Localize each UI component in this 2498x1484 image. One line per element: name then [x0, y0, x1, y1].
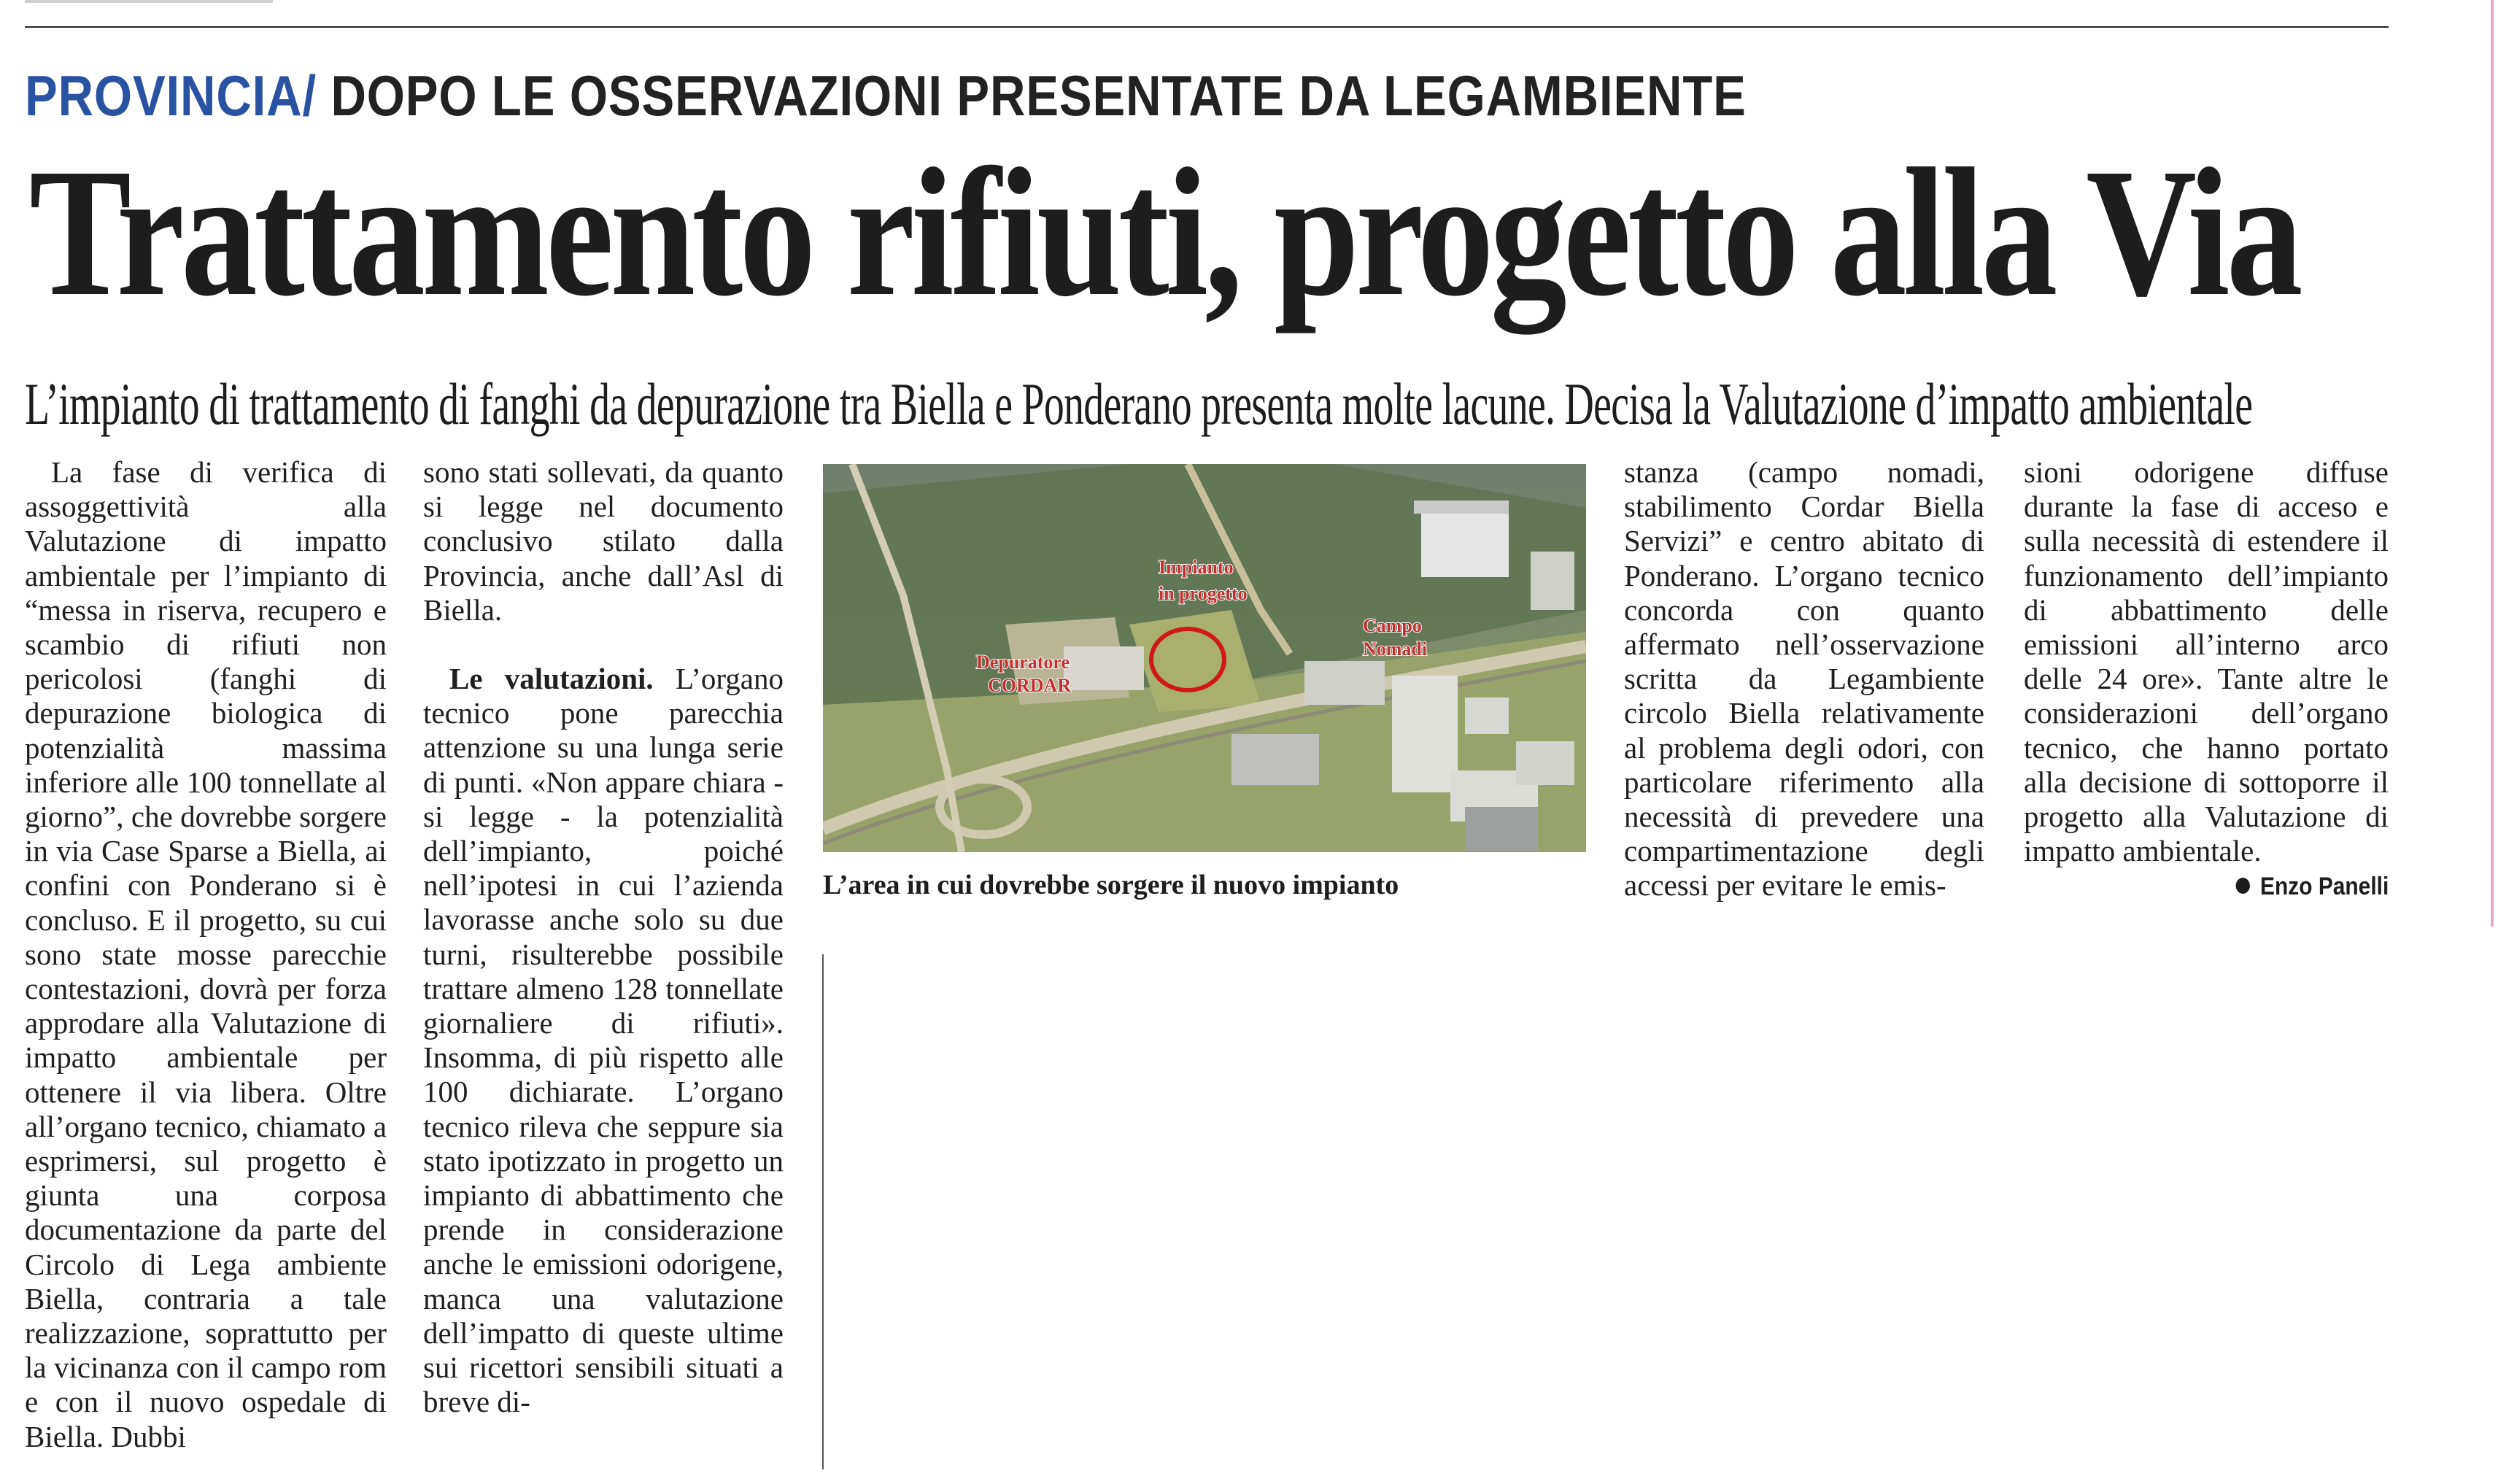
label-campo-line-2: Nomadi — [1363, 638, 1428, 660]
article-column-1 — [25, 455, 387, 1454]
page-edge-mark — [2491, 0, 2494, 927]
kicker-text: DOPO LE OSSERVAZIONI PRESENTATE DA LEGAMBIENTE — [330, 63, 1747, 128]
headline: Trattamento rifiuti, progetto alla Via — [29, 130, 2300, 334]
label-campo-line-1: Campo — [1363, 615, 1422, 636]
label-impianto-line-1: Impianto — [1159, 557, 1234, 578]
column-1-paragraph: La fase di verifica di assoggettività alla Valutazione di impatto ambientale per l’impianto di “messa in riserva, recupero e scambio di rifiuti non pericolosi (fanghi di depurazione biologica di potenzialità massima inferiore alle 100 tonnellate al giorno”, che dovrebbe sorgere in via Case Sparse a Biella, ai confini con Ponderano si è concluso. E il progetto, su cui sono state mosse parecchie contestazioni, dovrà per forza approdare alla Valutazione di impatto ambientale per ottenere il via libera. Oltre all’organo tecnico, chiamato a esprimersi, sul progetto è giunta una corposa documentazione da parte del Circolo di Lega ambiente Biella, contraria a tale realizzazione, soprattutto per la vicinanza con il campo rom e con il nuovo ospedale di Biella. Dubbi — [25, 455, 387, 1453]
article-column-2 — [423, 455, 784, 1419]
column-4-paragraph: stanza (campo nomadi, stabilimento Cordar Biella Servizi” e centro abitato di Ponderano. L’organo tecnico concorda con quanto affermato nell’osservazione scritta da Legambiente circolo Biella relativamente al problema degli odori, con particolare riferimento alla necessità di prevedere una compartimentazione degli accessi per evitare le emis- — [1624, 455, 1984, 903]
column-2-paragraph-2-text: L’organo tecnico pone parecchia attenzione su una lunga serie di punti. «Non appare chiara - si legge - la potenzialità dell’impianto, poiché nell’ipotesi in cui l’azienda lavorasse anche solo su due turni, risulterebbe possibile trattare almeno 128 tonnellate giornaliere di rifiuti». Insomma, di più rispetto alle 100 dichiarate. L’organo tecnico rileva che seppure sia stato ipotizzato in progetto un impianto di abbattimento che prende in considerazione anche le emissioni odorigene, manca una valutazione dell’impatto di queste ultime sui ricettori sensibili situati a breve di- — [423, 662, 784, 1419]
column-2-paragraph-1: sono stati sollevati, da quanto si legge nel documento conclusivo stilato dalla Provincia, anche dall’Asl di Biella. — [423, 455, 784, 627]
aerial-photo — [823, 464, 1586, 852]
section-heading-valutazioni: Le valutazioni. — [449, 662, 654, 696]
photo-caption: L’area in cui dovrebbe sorgere il nuovo impianto — [823, 870, 1399, 900]
kicker — [25, 63, 1747, 128]
kicker-section: PROVINCIA/ — [25, 63, 317, 128]
label-impianto-line-2: in progetto — [1159, 583, 1248, 604]
top-rule — [25, 26, 2389, 28]
column-divider — [822, 954, 824, 1469]
column-2-paragraph-2 — [423, 662, 784, 1419]
label-depuratore-line-1: Depuratore — [976, 652, 1070, 673]
column-5-paragraph: sioni odorigene diffuse durante la fase di acceso e sulla necessità di estendere il funzionamento dell’impianto di abbattimento delle emissioni all’interno arco delle 24 ore». Tante altre le considerazioni dell’organo tecnico, che hanno portato alla decisione di sottoporre il progetto alla Valutazione di impatto ambientale. — [2024, 455, 2389, 868]
article-column-5 — [2024, 455, 2389, 868]
article-column-4 — [1624, 455, 1984, 903]
top-rule-stub — [25, 0, 273, 3]
label-depuratore-line-2: CORDAR — [988, 675, 1072, 696]
bullet-dot-icon — [2235, 878, 2249, 894]
byline-author: Enzo Panelli — [2259, 873, 2389, 900]
byline — [2235, 870, 2389, 903]
subheadline: L’impianto di trattamento di fanghi da depurazione tra Biella e Ponderano presenta molte lacune. Decisa la Valutazione d’impatto ambientale — [25, 371, 2253, 437]
